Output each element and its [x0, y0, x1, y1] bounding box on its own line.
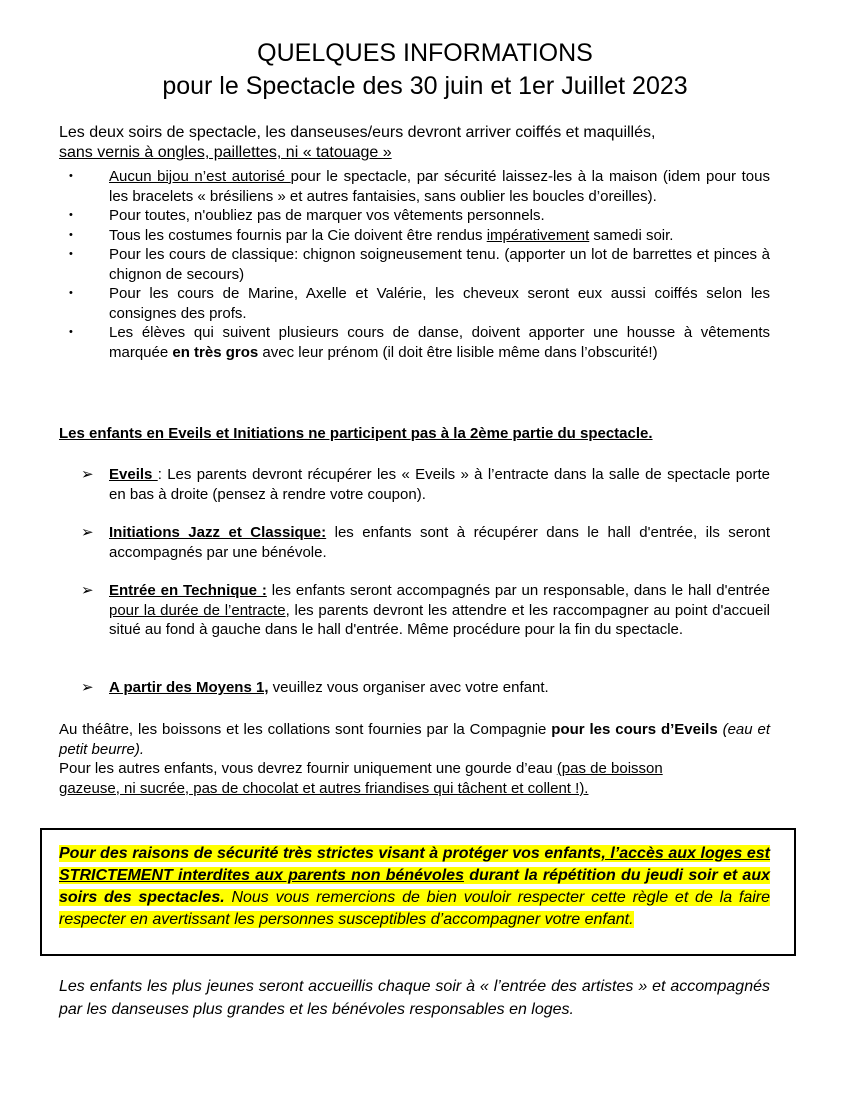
- moyens-label: A partir des Moyens 1,: [109, 679, 269, 696]
- theatre-p2-underlined-2: gazeuse, ni sucrée, pas de chocolat et autres friandises qui tâchent et collent !).: [59, 779, 589, 797]
- theatre-paragraph: [59, 720, 770, 798]
- technique-text-underlined: pour la durée de l’entracte: [109, 601, 286, 619]
- garment-bag-rule-bold: en très gros: [172, 343, 259, 361]
- list-item: [59, 284, 770, 323]
- initiations-text: les enfants sont à récupérer dans le hall d'entrée, ils seront accompagnés par une bénévole.: [109, 524, 770, 561]
- eveils-label: Eveils: [109, 466, 158, 483]
- technique-item: [59, 581, 770, 640]
- notice-part-c: durant la répétition du jeudi soir et aux soirs des spectacles.: [59, 867, 771, 906]
- theatre-p2-a: Pour les autres enfants, vous devrez fournir uniquement une gourde d’eau: [59, 760, 557, 777]
- intro-line-1: Les deux soirs de spectacle, les danseuses/eurs devront arriver coiffés et maquillés,: [59, 124, 656, 141]
- arrow-icon: ➢: [81, 679, 94, 696]
- bullet-icon: •: [69, 209, 73, 221]
- list-item: [59, 323, 770, 362]
- moyens-item: [59, 678, 770, 698]
- technique-text-b: , les parents devront les attendre et les raccompagner au point d'accueil situé au fond à gauche dans le hall d'entrée. Même procédure pour la fin du spectacle.: [109, 601, 771, 638]
- theatre-p2-underlined-1: (pas de boisson: [556, 760, 663, 777]
- initiations-label: Initiations Jazz et Classique:: [109, 524, 327, 541]
- closing-paragraph: Les enfants les plus jeunes seront accueillis chaque soir à « l’entrée des artistes » et accompagnés par les danseuses plus grandes et les bénévoles responsables en loges.: [59, 978, 770, 1018]
- eveils-text: : Les parents devront récupérer les « Eveils » à l’entracte dans la salle de spectacle porte en bas à droite (pensez à rendre votre coupon).: [109, 466, 770, 503]
- list-item: [59, 226, 770, 246]
- list-item: [59, 167, 770, 206]
- moyens-text: veuillez vous organiser avec votre enfant.: [268, 679, 549, 696]
- theatre-p1-a: Au théâtre, les boissons et les collations sont fournies par la Compagnie: [59, 721, 552, 738]
- rules-list: [59, 167, 770, 362]
- garment-bag-rule-a: Les élèves qui suivent plusieurs cours de danse, doivent apporter une housse à vêtements marquée: [109, 324, 770, 361]
- arrow-icon: ➢: [81, 582, 94, 599]
- notice-part-a: Pour des raisons de sécurité très strictes visant à protéger vos enfants: [59, 845, 602, 862]
- page-subtitle: pour le Spectacle des 30 juin et 1er Juillet 2023: [162, 72, 688, 100]
- bullet-icon: •: [69, 326, 73, 338]
- notice-part-d: Nous vous remercions de bien vouloir respecter cette règle et de la faire respecter en avertissant les personnes susceptibles d’accompagner votre enfant.: [59, 889, 771, 928]
- arrow-icon: ➢: [81, 466, 94, 483]
- costume-rule-b: samedi soir.: [589, 226, 674, 244]
- page-title: QUELQUES INFORMATIONS: [257, 39, 593, 67]
- jewelry-rule-detail: pour le spectacle, par sécurité laissez-les à la maison (idem pour tous les bracelets « brésiliens » et autres fantaisies, sans oublier les boucles d’oreilles).: [109, 168, 770, 205]
- costume-rule-a: Tous les costumes fournis par la Cie doivent être rendus: [109, 226, 487, 244]
- bullet-icon: •: [69, 287, 73, 299]
- list-item: [59, 245, 770, 284]
- bullet-icon: •: [69, 228, 73, 241]
- bullet-icon: •: [69, 248, 73, 260]
- bullet-icon: •: [69, 170, 73, 182]
- technique-label: Entrée en Technique :: [109, 582, 267, 599]
- list-item: [59, 206, 770, 226]
- classique-rule: Pour les cours de classique: chignon soigneusement tenu. (apporter un lot de barrettes et pinces à chignon de secours): [109, 246, 770, 283]
- notice-part-b: , l’accès aux loges est STRICTEMENT interdites aux parents non bénévoles: [59, 845, 771, 884]
- intro-paragraph: [59, 123, 770, 163]
- jewelry-rule: Aucun bijou n’est autorisé: [109, 168, 291, 185]
- garment-bag-rule-c: avec leur prénom (il doit être lisible même dans l’obscurité!): [258, 343, 658, 361]
- intro-line-2: sans vernis à ongles, paillettes, ni « tatouage »: [59, 144, 392, 161]
- arrow-icon: ➢: [81, 524, 94, 541]
- initiations-item: [59, 523, 770, 562]
- eveils-item: [59, 465, 770, 504]
- technique-text-a: les enfants seront accompagnés par un responsable, dans le hall d'entrée: [266, 582, 770, 599]
- notice-text: [59, 843, 770, 931]
- clothes-rule: Pour toutes, n'oubliez pas de marquer vos vêtements personnels.: [109, 207, 545, 224]
- theatre-p1-italic: (eau et petit beurre).: [59, 721, 770, 758]
- costume-rule-emphasis: impérativement: [486, 226, 590, 244]
- theatre-p1-bold: pour les cours d’Eveils: [551, 721, 718, 738]
- section-heading: Les enfants en Eveils et Initiations ne participent pas à la 2ème partie du spectacle.: [59, 425, 653, 442]
- hair-rule: Pour les cours de Marine, Axelle et Valérie, les cheveux seront eux aussi coiffés selon les consignes des profs.: [109, 285, 770, 322]
